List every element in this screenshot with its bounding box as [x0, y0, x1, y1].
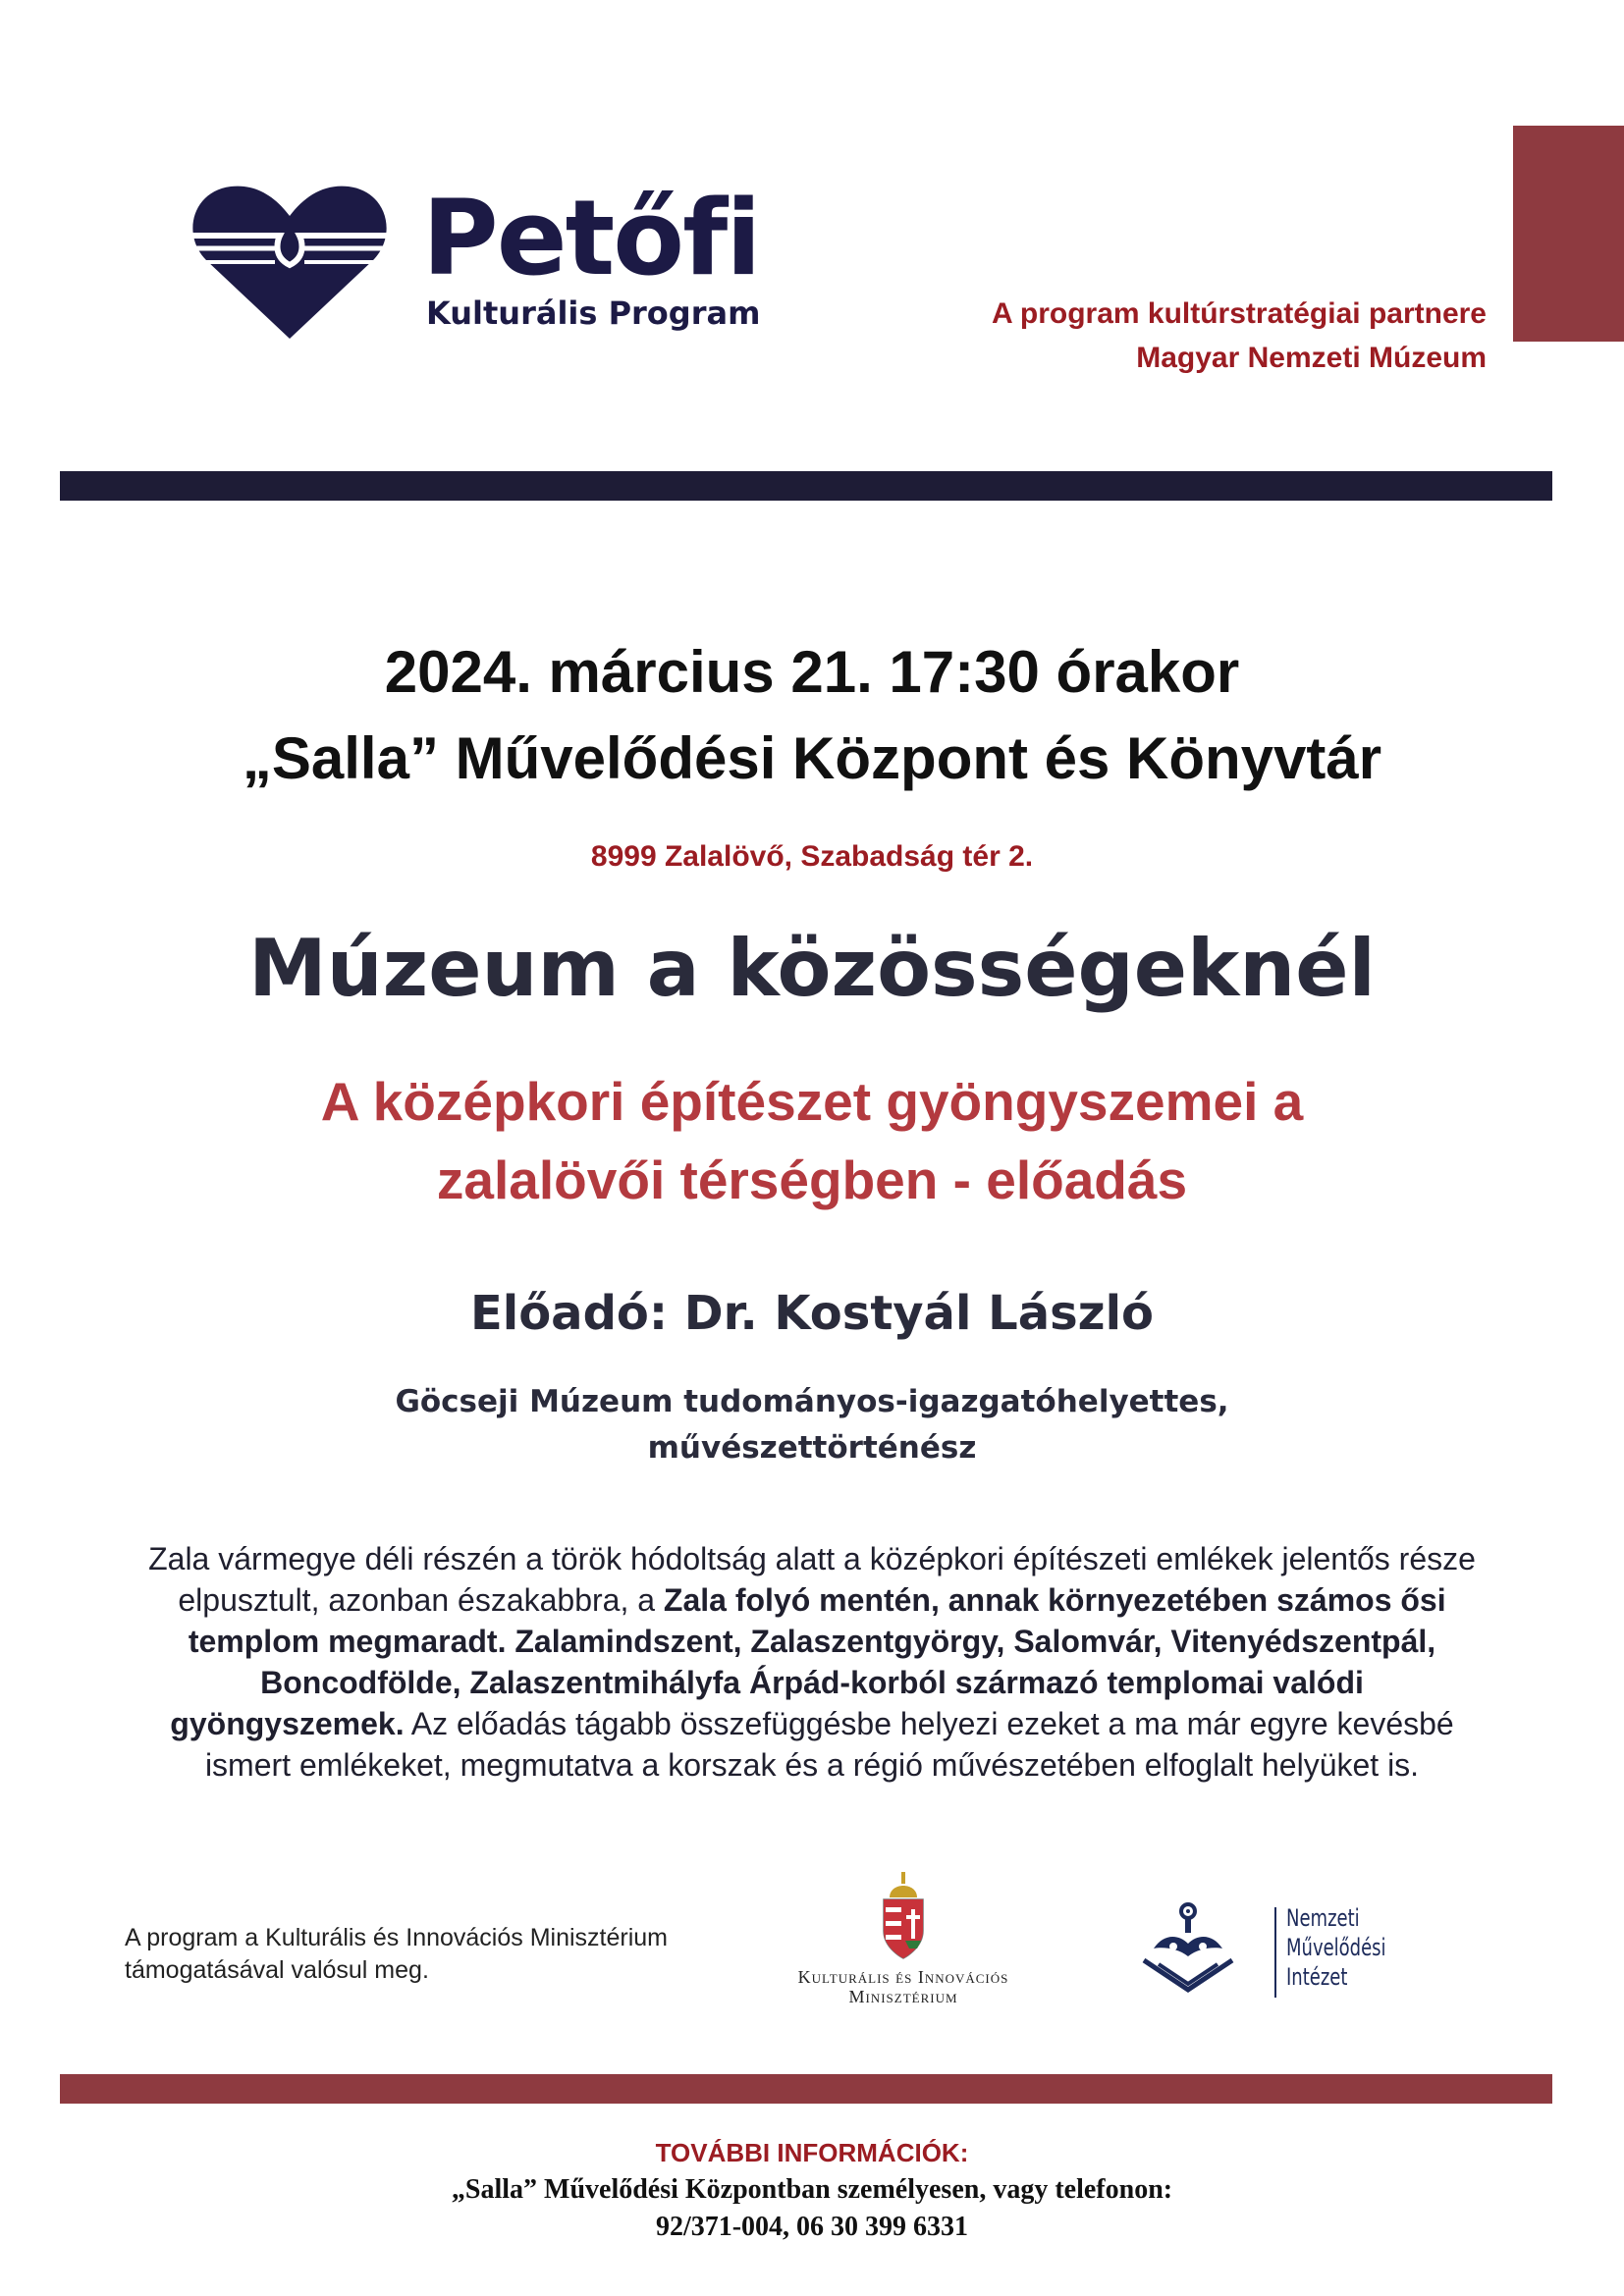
nmi-line-1: Nemzeti	[1286, 1904, 1360, 1932]
presenter-role-line-1: Göcseji Múzeum tudományos-igazgatóhelyettes,	[395, 1384, 1229, 1419]
nmi-divider	[1274, 1907, 1276, 1998]
info-line-1: „Salla” Művelődési Központban személyesen, vagy telefonon:	[451, 2174, 1173, 2205]
nmi-name	[1286, 1903, 1386, 1992]
red-accent-block	[1513, 126, 1624, 342]
ministry-line-2: Minisztérium	[848, 1987, 958, 2006]
heart-book-icon	[177, 182, 403, 339]
nmi-line-3: Intézet	[1286, 1963, 1348, 1991]
info-heading: TOVÁBBI INFORMÁCIÓK:	[655, 2138, 969, 2167]
presenter: Előadó: Dr. Kostyál László	[469, 1286, 1155, 1341]
nmi-logo	[1139, 1899, 1394, 2007]
petofi-logo	[177, 178, 785, 348]
brand-subtitle: Kulturális Program	[426, 294, 761, 332]
event-description	[147, 1538, 1477, 1786]
subtitle-line-1: A középkori építészet gyöngyszemei a	[320, 1071, 1304, 1132]
event-title: Múzeum a közösségeknél	[248, 923, 1376, 1014]
nmi-line-2: Művelődési	[1286, 1934, 1386, 1961]
event-address: 8999 Zalalövő, Szabadság tér 2.	[590, 840, 1034, 873]
partner-line-1: A program kultúrstratégiai partnere	[991, 297, 1487, 330]
nmi-emblem-icon	[1139, 1899, 1237, 1993]
top-divider-bar	[60, 471, 1552, 501]
event-date: 2024. március 21. 17:30 órakor	[384, 639, 1240, 705]
coat-of-arms-icon	[878, 1870, 929, 1963]
event-venue: „Salla” Művelődési Központ és Könyvtár	[242, 725, 1382, 791]
presenter-role-line-2: művészettörténész	[647, 1430, 977, 1466]
subtitle-line-2: zalalövői térségben - előadás	[436, 1149, 1188, 1210]
description-part-2: Zala folyó mentén, annak környezetében számos ősi templom megmaradt. Zalamindszent, Zalaszentgyörgy, Salomvár, Vitenyédszentpál, Boncodfölde, Zalaszentmihályfa Árpád-korból származó templomai valódi gyöngyszemek.	[170, 1582, 1446, 1741]
partner-line-2: Magyar Nemzeti Múzeum	[1136, 342, 1487, 374]
ministry-line-1: Kulturális és Innovációs	[797, 1967, 1009, 1987]
info-contact-phones: 92/371-004, 06 30 399 6331	[655, 2212, 969, 2242]
description-part-1: Zala vármegye déli részén a török hódoltság alatt a középkori építészeti emlékek jelentős része elpusztult, azonban északabbra, a	[148, 1541, 1476, 1618]
ministry-name	[776, 1967, 1031, 2006]
brand-name: Petőfi	[422, 178, 760, 298]
ministry-logo	[776, 1870, 1031, 2007]
bottom-divider-bar	[60, 2074, 1552, 2104]
description-part-3: Az előadás tágabb összefüggésbe helyezi ezeket a ma már egyre kevésbé ismert emlékeket, megmutatva a korszak és a régió művészetében elfoglalt helyüket is.	[204, 1706, 1454, 1783]
support-text: A program a Kulturális és Innovációs Minisztérium támogatásával valósul meg.	[125, 1924, 669, 1984]
